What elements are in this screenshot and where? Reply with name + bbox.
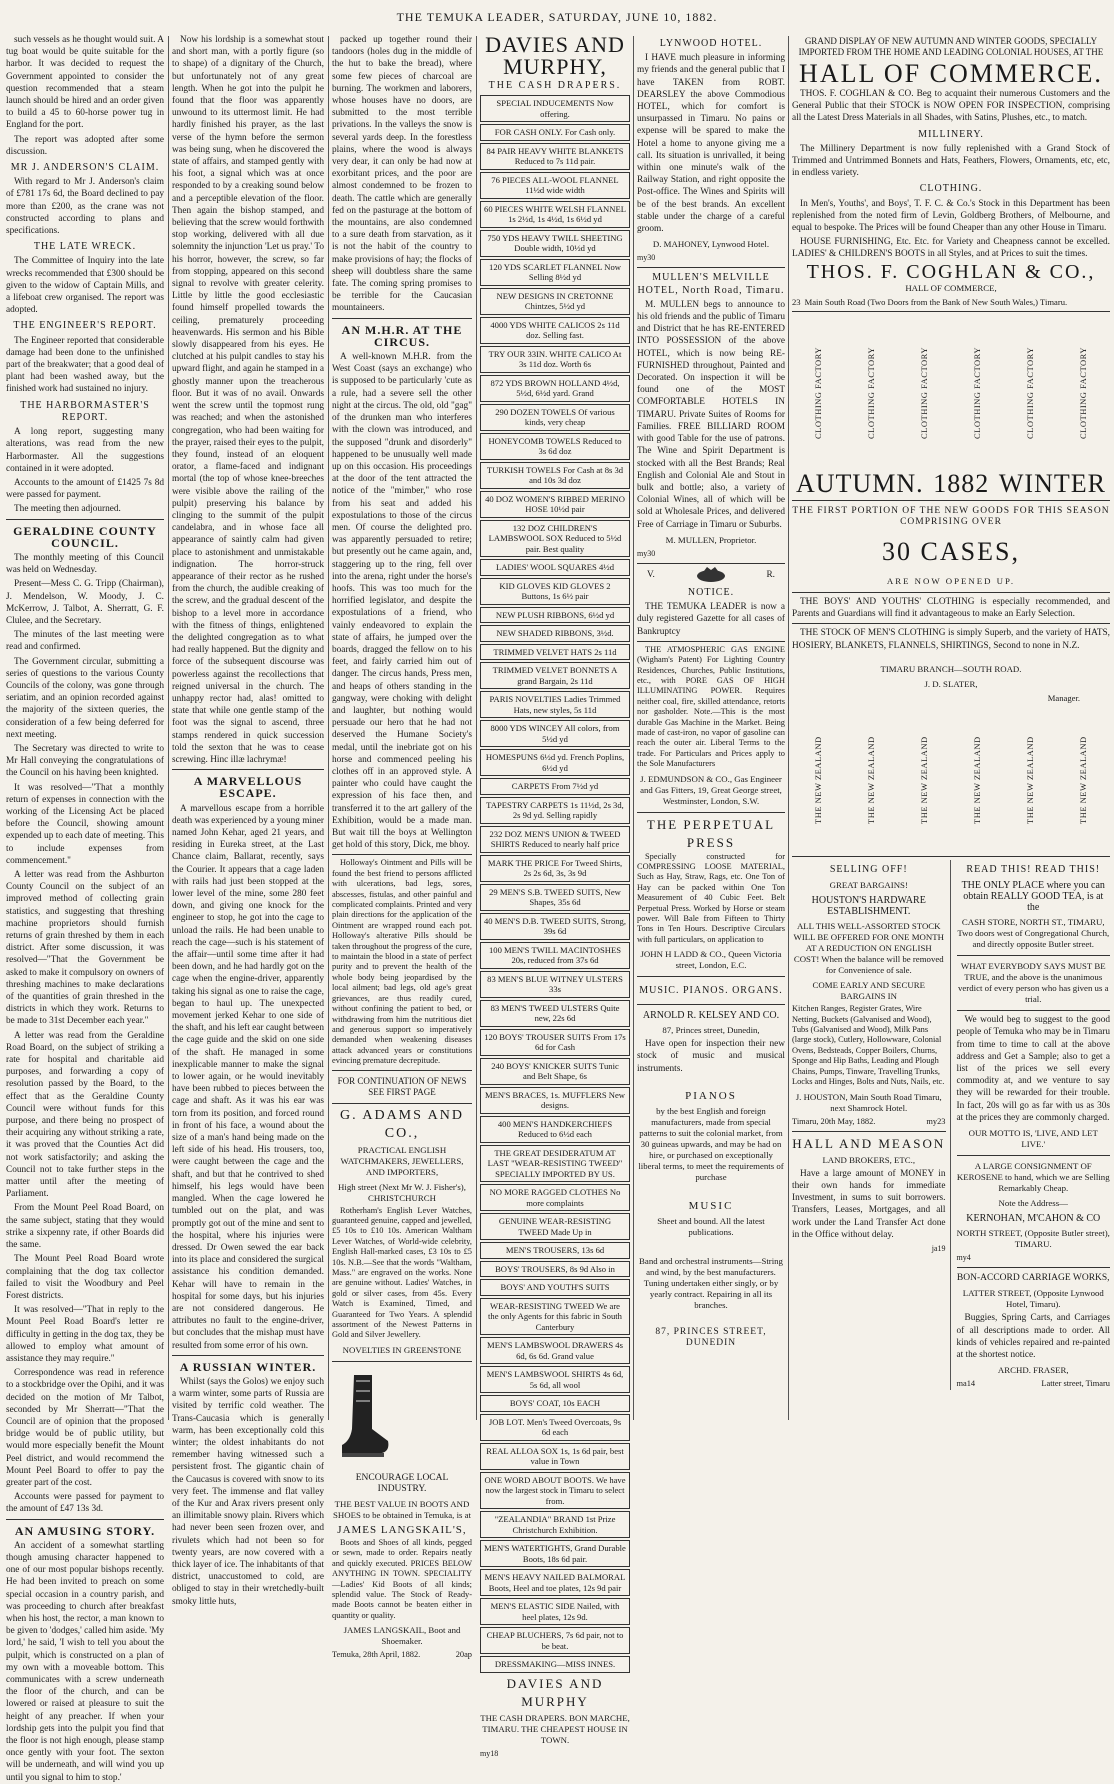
boot-illustration-icon	[332, 1371, 392, 1461]
paragraph: A letter was read from the Ashburton County Council on the subject of an improved method of collecting grain statistics, and suggesting that threshing machine proprietors should furnish returns of grain threshed by them in each district. After some discussion, it was resolved—"That the Government be asked to make it compulsory on owners of threshing machines to make declarations of the quantities of grain threshed in the districts in which they work. Returns to be made to 31st December each year."	[6, 870, 164, 1027]
vertical-label: THE NEW ZEALAND	[813, 736, 824, 824]
ad-davies-item: JOB LOT. Men's Tweed Overcoats, 9s 6d each	[480, 1414, 630, 1441]
new-zealand-row	[792, 710, 1110, 850]
ad-season-body: THE FIRST PORTION OF THE NEW GOODS FOR THIS SEASON COMPRISING OVER	[792, 506, 1110, 528]
ad-kelsey-body: Have open for inspection their new stock of music and musical instruments.	[637, 1039, 785, 1074]
divider	[637, 1004, 785, 1005]
music-row: MUSIC. PIANOS. ORGANS.	[639, 985, 783, 997]
ad-davies-item: MEN'S WATERTIGHTS, Grand Durable Boots, 18s 6d pair.	[480, 1540, 630, 1567]
ad-davies-item: TURKISH TOWELS For Cash at 8s 3d and 10s 3d doz	[480, 462, 630, 489]
ad-houston-come: COME EARLY AND SECURE BARGAINS IN	[812, 980, 925, 1002]
continuation-notice: FOR CONTINUATION OF NEWS SEE FIRST PAGE	[337, 1075, 467, 1097]
divider	[332, 318, 472, 319]
ad-davies-item: PARIS NOVELTIES Ladies Trimmed Hats, new styles, 5s 11d	[480, 691, 630, 718]
vertical-label: CLOTHING FACTORY	[919, 346, 930, 439]
ad-code: 20ap	[455, 1650, 472, 1660]
article-heading: A RUSSIAN WINTER.	[179, 1359, 317, 1374]
ad-adams-subtitle: PRACTICAL ENGLISH WATCHMAKERS, JEWELLERS, AND IMPORTERS,	[340, 1144, 464, 1177]
ad-coghlan-body: HOUSE FURNISHING, Etc. Etc. for Variety and Cheapness cannot be excelled. LADIES' & CHILDREN'S BOOTS in all Styles, and at Prices to suit the times.	[792, 237, 1110, 260]
column-2	[172, 34, 324, 1607]
ad-pianos-body: by the best English and foreign manufacturers, made from special patterns to suit the colonial market, from 30 guineas upwards, and may be had on hire, or purchased on exceptionally liberal terms, to meet the requirements of purchase	[638, 1105, 784, 1182]
ad-coghlan-body: The Millinery Department is now fully replenished with a Grand Stock of Trimmed and Untrimmed Bonnets and Hats, Feathers, Flowers, Ornaments, etc, etc, in endless variety.	[792, 143, 1110, 179]
paragraph: A letter was read from the Geraldine Road Board, on the subject of striking a rate for hospital and charitable aid purposes, and forwarding a copy of resolution passed by the Board, to the effect that as the Geraldine County Council were without funds for this purpose, and there being no prospect of their acquiring any without striking a rate, it was proved that the Counties Act did not work satisfactorily; and asking the Council not to take further steps in the matter until after the meeting of Parliament.	[6, 1030, 164, 1200]
ad-lynwood-body: I HAVE much pleasure in informing my friends and the general public that I have TAKEN from ROBT. DEARSLEY the above Commodious HOTEL, which for comfort is unsurpassed in Timaru. No pains or expense will be spared to make the Hotel a home to anyone giving me a call. Its situation is unrivalled, it being within one minute's walk of the Railway Station, and right opposite the Post-office. The Wines and Spirits will be of the best brands. An excellent stable under the charge of a careful groom.	[637, 53, 785, 235]
ad-code: my4	[956, 1253, 971, 1263]
ad-davies-item: "ZEALANDIA" BRAND 1st Prize Christchurch Exhibition.	[480, 1511, 630, 1538]
divider	[792, 623, 1110, 624]
paragraph: The Secretary was directed to write to Mr Hall conveying the congratulations of the Council on his having been knighted.	[6, 743, 164, 779]
ad-davies-item: MEN'S LAMBSWOOL SHIRTS 4s 6d, 5s 6d, all wool	[480, 1366, 630, 1393]
paragraph: Accounts to the amount of £1425 7s 8d were passed for payment.	[6, 477, 164, 501]
ad-langskail-title: ENCOURAGE LOCAL INDUSTRY.	[355, 1473, 449, 1495]
ad-davies-item: TRIMMED VELVET BONNETS A grand Bargain, 2s 11d	[480, 662, 630, 689]
ad-code: ja19	[931, 1243, 946, 1253]
ad-davies-item: NO MORE RAGGED CLOTHES No more complaints	[480, 1184, 630, 1211]
ad-davies-item: BOYS' TROUSERS, 8s 9d Also in	[480, 1261, 630, 1278]
paragraph: A marvellous escape from a horrible death was experienced by a young miner named John Kehar, aged 21 years, and residing in Eureka street, at the Last Chance claim, Ballarat, recently, says the Courier. It appears that a cage laden with rails had just been stopped at the lower level of the mine, some 280 feet down, and giving one knock for the engineer to stop, he got into the cage to unload the rails. He had been unable to reach the cage—such is his statement of the affair—until some time after it had been down, and he had hardly got on the cage when the engine-driver, apparently taking his signal as one to raise the cage, began to haul up. The unexpected movement jerked Kehar to one side of the shaft, and his left ear caught between the cage guide and the skid on one side of the shaft. He managed in some inexplicable manner to make the signal to lower again, or he would inevitably have been rubbed to pieces between the cage and shaft. As it was his ear was torn from its position, and forced round in front of his face, a wound about the size of a man's hand being made on the left side of his head. His trousers, too, were caught between the cage and the shaft, and but that he contrived to shed himself, his legs would have been mangled. When the cage lowered he tumbled out on the plat, and was promptly got out of the mine and sent to the hospital, where his injuries were dressed. Dr Owen sewed the ear back into its place and considered the surgical assistance his condition demanded. Kehar will have to remain in the hospital for some days, but his injuries are not considered dangerous. He attributes no fault to the engine-driver, but concludes that the mishap must have resulted from some error of his own.	[172, 803, 324, 1351]
column-4	[480, 32, 630, 1758]
divider	[637, 267, 785, 268]
ad-davies-item: 4000 YDS WHITE CALICOS 2s 11d doz. Selling fast.	[480, 317, 630, 344]
ad-davies-items	[480, 95, 630, 1673]
ad-adams-body: Rotherham's English Lever Watches, guaranteed genuine, capped and jewelled, £5 10s to £10 10s. American Waltham Lever Watches, of World-wide celebrity, English Hall-marked cases, £3 10s to £5 10s. N.B.—See that the words "Waltham, Mass." are engraved on the works. None are genuine without. Ladies' Watches, in gold or silver cases, from 45s. Every Watch is Examined, Timed, and Guaranteed for Two Years. A splendid assortment of the Newest Patterns in Gold and Silver Jewellery.	[332, 1205, 472, 1340]
vertical-label: CLOTHING FACTORY	[866, 346, 877, 439]
ad-cash-store-says: WHAT EVERYBODY SAYS MUST BE TRUE, and the above is the unanimous verdict of every person who has given us a trial.	[958, 961, 1109, 1005]
banner-right: WINTER	[998, 468, 1106, 498]
vertical-label: THE NEW ZEALAND	[972, 736, 983, 824]
ad-press-body: Specially constructed for COMPRESSING LOOSE MATERIAL, Such as Hay, Straw, Rags, etc. One Ton of Hay can be packed within One Ton Measurement of 40 Cubic Feet. Belt Perpetual Press. Worked by Horse or steam power. Will Bale from Fifteen to Thirty Tons in Ten Hours. Descriptive Circulars with full particulars, on application to	[637, 851, 785, 944]
ad-music-head: MUSIC	[688, 1199, 734, 1212]
ad-davies-item: 60 PIECES WHITE WELSH FLANNEL 1s 2½d, 1s 4½d, 1s 6½d yd	[480, 201, 630, 228]
divider	[957, 1155, 1111, 1156]
column-rule	[476, 36, 477, 1420]
ad-davies-item: 40 MEN'S D.B. TWEED SUITS, Strong, 39s 6d	[480, 913, 630, 940]
ad-cash-store-address: CASH STORE, NORTH ST., TIMARU, Two doors west of Congregational Church, and directly opposite Butler street.	[957, 917, 1110, 950]
ad-davies-item: 100 MEN'S TWILL MACINTOSHES 20s, reduced from 37s 6d	[480, 942, 630, 969]
divider	[637, 812, 785, 813]
divider	[637, 641, 785, 642]
vertical-label: CLOTHING FACTORY	[1078, 346, 1089, 439]
ad-kernohan-address: NORTH STREET, (Opposite Butler street), TIMARU.	[956, 1228, 1110, 1250]
ad-davies-item: CARPETS From 7½d yd	[480, 778, 630, 795]
ad-davies-item: 84 PAIR HEAVY WHITE BLANKETS Reduced to 7s 11d pair.	[480, 143, 630, 170]
ad-davies-item: FOR CASH ONLY. For Cash only.	[480, 124, 630, 141]
paragraph: With regard to Mr J. Anderson's claim of £781 17s 6d, the Board declined to pay more than £200, as the crane was not constructed according to plans and specifications.	[6, 177, 164, 237]
ad-davies-item: TAPESTRY CARPETS 1s 11½d, 2s 3d, 2s 9d yd. Selling rapidly	[480, 797, 630, 824]
ad-davies-item: MEN'S ELASTIC SIDE Nailed, with heel plates, 12s 9d.	[480, 1598, 630, 1625]
column-rule	[328, 36, 329, 1420]
ad-kerosene: A LARGE CONSIGNMENT OF KEROSENE to hand, which we are Selling Remarkably Cheap.	[956, 1161, 1110, 1194]
banner-left: AUTUMN.	[796, 468, 924, 498]
ad-coghlan-body: In Men's, Youths', and Boys', T. F. C. & Co.'s Stock in this Department has been replenished from the noted firm of Levin, Goldberg Brothers, of Melbourne, and equal to bespoke. The Prices will be found Cheaper than any other House in Timaru.	[792, 198, 1110, 234]
ad-adams-title: G. ADAMS AND CO.,	[340, 1107, 464, 1141]
paragraph: The report was adopted after some discussion.	[6, 134, 164, 157]
column-rule	[633, 36, 634, 1420]
ad-coghlan-firm-sub: HALL OF COMMERCE,	[905, 282, 997, 293]
ad-manager: Manager.	[1047, 692, 1080, 703]
ad-davies-item: 29 MEN'S S.B. TWEED SUITS, New Shapes, 35s 6d	[480, 884, 630, 911]
paragraph: Correspondence was read in reference to a stockbridge over the Opihi, and it was decided on the motion of Mr Talbot, seconded by Mr Sherratt—"That the Council are of opinion that the proposed bridge would be of public utility, but would more especially benefit the Mount Peel district, and would recommend the Mount Peel Board to offer to pay the greater part of the cost.	[6, 1368, 164, 1488]
ad-houston-list: Kitchen Ranges, Register Grates, Wire Netting, Buckets (Galvanised and Wood), Tubs (Galvanised and Wood), Milk Pans (large stock), Cutlery, Hollowware, Colonial Ovens, Bedsteads, Copper Boilers, Churns, Sponge and Hip Baths, Leading and Plough Chains, Pumps, Tinware, Travelling Trunks, Locks and Hinges, Bolts and Nuts, Nails, etc.	[792, 1004, 945, 1087]
paragraph: The Engineer reported that considerable damage had been done to the unfinished part of the breakwater; that a good deal of plant had been washed away, but the finished work had sustained no injury.	[6, 335, 164, 395]
column-5	[637, 34, 785, 1422]
ad-davies-item: WEAR-RESISTING TWEED We are the only Agents for this fabric in South Canterbury	[480, 1298, 630, 1336]
divider	[957, 955, 1111, 956]
ad-davies-item: HOMESPUNS 6½d yd. French Poplins, 6½d yd	[480, 749, 630, 776]
ad-cash-store-motto: OUR MOTTO IS, 'LIVE, AND LET LIVE.'	[968, 1128, 1098, 1150]
ad-coghlan-address: Main South Road (Two Doors from the Bank of New South Wales,) Timaru.	[804, 296, 1068, 307]
notice-r: R.	[766, 569, 775, 580]
ad-lynwood-sign: D. MAHONEY, Lynwood Hotel.	[652, 239, 770, 250]
divider	[6, 519, 164, 520]
ad-davies-item: 40 DOZ WOMEN'S RIBBED MERINO HOSE 10½d pair	[480, 491, 630, 518]
ad-davies-item: 872 YDS BROWN HOLLAND 4½d, 5½d, 6½d yard. Grand	[480, 375, 630, 402]
ad-bon-accord-body: Buggies, Spring Carts, and Carriages of all descriptions made to order. All kinds of vehicles repaired and re-painted at the shortest notice.	[956, 1313, 1110, 1360]
paragraph: Present—Mess C. G. Tripp (Chairman), J. Mendelson, W. Moody, J. C. McKerrow, J. Talbot, A. Sherratt, G. F. Clulee, and the Secretary.	[6, 579, 164, 626]
autumn-winter-banner	[796, 468, 1106, 498]
vertical-label: THE NEW ZEALAND	[919, 736, 930, 824]
ad-code: my23	[926, 1116, 946, 1126]
divider	[172, 769, 324, 770]
paragraph: The monthly meeting of this Council was held on Wednesday.	[6, 552, 164, 576]
ad-davies-item: 290 DOZEN TOWELS Of various kinds, very cheap	[480, 404, 630, 431]
vertical-label: CLOTHING FACTORY	[813, 346, 824, 439]
paragraph: Accounts were passed for payment to the amount of £47 13s 3d.	[6, 1492, 164, 1515]
paragraph: Now his lordship is a somewhat stout and short man, with a portly figure (so to shape) of a dignitary of the Church, but unfortunately not of any great length. When he got into the pulpit he found that the floor was apparently unwound to its uttermost limit. He had hardly finished his prayer, as the last verse of the hymn before the sermon was being sung, when he discovered the state of affairs, and stamped gently with his foot, a signal which was at once responded to by a creaking sound below and a perceptible elevation of the floor. Then again the bishop stamped, and believing that the screw would forthwith stop working, delivered with all due solemnity the injunction 'Let us pray.' To his horror, however, the screw, so far from stopping, appeared on this second signal to revolve with greater celerity. Little by little the good ecclesiastic found himself propelled towards the ceiling, prematurely proceeding heavenwards. His sermon and his Bible slowly disappeared from his eyes. He clutched at his pulpit candles to stay his upward flight, and again he stamped in a ghostly manner upon the treacherous floor. But it was of no avail. Onwards went the screw until the topmost rung was reached; and when the astonished congregation, who had been waiting for the prayer, raised their eyes to the pulpit, they found, instead of an eloquent orator, a flame-faced and indignant mortal (the top of whose knee-breeches were visible above the railing of the pulpit) preserving his balance by clinging to the summit of the pulpit candelabra, and in whose face all appearance of saintly calm had given place to astonishment and unmistakable indignation. The horror-struck appearance of their rector as he rushed from the church, the audible creaking of the screw, and the gradual descent of the bishop to a level more in accordance with the fitness of things, enlightened the delighted congregation as to what had really happened. But the dignity and force of the subsequent discourse was powerless against the recollections that reigned universal in the church. The unhappy rector had, alas! omitted to state that while one gentle stamp of the foot was the signal to ascend, three stamps rendered in quick succession told the sexton that he was to cease screwing. Hinc illæ lachrymæ!	[172, 35, 324, 765]
divider	[792, 1131, 946, 1132]
divider	[792, 500, 1110, 501]
ad-bon-accord-head: BON-ACCORD CARRIAGE WORKS,	[956, 1273, 1110, 1284]
paragraph: It was resolved—"That in reply to the Mount Peel Road Board's letter re difficulty in getting in the dog tax, they be allowed to employ what amount of assistance they may require."	[6, 1305, 164, 1364]
ad-davies-item: MEN'S HEAVY NAILED BALMORAL Boots, Heel and toe plates, 12s 9d pair	[480, 1569, 630, 1596]
ad-davies-item: REAL ALLOA SOX 1s, 1s 6d pair, best value in Town	[480, 1443, 630, 1470]
vertical-label: THE NEW ZEALAND	[1078, 736, 1089, 824]
ad-mullen-head: MULLEN'S MELVILLE HOTEL, North Road, Timaru.	[637, 272, 785, 296]
ad-hall-meason-body: Have a large amount of MONEY in their own hands for immediate Investment, in sums to suit borrowers. Transfers, Leases, Mortgages, and all work under the Land Transfer Act done in the Office without delay.	[792, 1168, 946, 1240]
ad-cash-store-title: THE ONLY PLACE where you can obtain REALLY GOOD TEA, is at the	[961, 880, 1105, 914]
ad-davies-item: DRESSMAKING—MISS INNES.	[480, 1656, 630, 1673]
ad-coghlan-head: GRAND DISPLAY OF NEW AUTUMN AND WINTER GOODS, SPECIALLY IMPORTED FROM THE HOME AND LEADING COLONIAL HOUSES, AT THE	[798, 36, 1104, 57]
ad-davies-item: HONEYCOMB TOWELS Reduced to 3s 6d doz	[480, 433, 630, 460]
ad-langskail-body: Boots and Shoes of all kinds, pegged or sewn, made to order. Repairs neatly and quickly executed. PRICES BELOW ANYTHING IN TOWN. SPECIALITY—Ladies' Kid Boots of all kinds; splendid value. The Stock of Ready-made Boots cannot be beaten either in quantity or quality.	[332, 1538, 472, 1620]
paragraph: The Government circular, submitting a series of questions to the various County Councils of the colony, was gone through seriatim, and an opinion recorded against the majority of the sixteen queries, the consideration of a few being deferred for next meeting.	[6, 656, 164, 740]
ad-davies-item: 120 YDS SCARLET FLANNEL Now Selling 8½d yd	[480, 259, 630, 286]
notice-v: V.	[647, 569, 655, 580]
vertical-label: CLOTHING FACTORY	[1025, 346, 1036, 439]
ad-branch: TIMARU BRANCH—SOUTH ROAD.	[880, 663, 1022, 674]
ad-cash-store-head: READ THIS! READ THIS!	[966, 864, 1101, 876]
ad-houston-head: SELLING OFF!	[829, 864, 908, 876]
ad-davies-item: THE GREAT DESIDERATUM AT LAST "WEAR-RESISTING TWEED" SPECIALLY IMPORTED BY US.	[480, 1145, 630, 1183]
ad-davies-item: NEW DESIGNS IN CRETONNE Chintzes, 5½d yd	[480, 288, 630, 315]
ad-davies-subtitle: THE CASH DRAPERS.	[488, 80, 622, 91]
ad-davies-item: 400 MEN'S HANDKERCHIEFS Reduced to 6½d each	[480, 1116, 630, 1143]
vertical-label: THE NEW ZEALAND	[866, 736, 877, 824]
banner-middle: 1882	[933, 468, 990, 498]
paragraph: From the Mount Peel Road Board, on the same subject, stating that they would strike a sixpenny rate, if other Boards did the same.	[6, 1203, 164, 1251]
divider	[792, 856, 1110, 857]
ad-davies-item: NEW PLUSH RIBBONS, 6½d yd	[480, 607, 630, 624]
ad-langskail-date: Temuka, 28th April, 1882.	[332, 1650, 421, 1660]
column-rule	[168, 36, 169, 1420]
divider	[6, 1519, 164, 1520]
ad-davies-title: DAVIES AND MURPHY,	[485, 32, 625, 79]
ad-houston-date: Timaru, 20th May, 1882.	[792, 1116, 876, 1126]
ad-adams-address: High street (Next Mr W. J. Fisher's), CHRISTCHURCH	[338, 1181, 466, 1203]
ad-bon-accord-footer: Latter street, Timaru	[1041, 1379, 1110, 1389]
ad-davies-item: 83 MEN'S BLUE WITNEY ULSTERS 33s	[480, 971, 630, 998]
column-1	[6, 34, 164, 1783]
ad-davies-item: MEN'S BRACES, 1s. MUFFLERS New designs.	[480, 1087, 630, 1114]
ad-kelsey-footer: 87, PRINCES STREET, DUNEDIN	[655, 1326, 767, 1348]
ad-kelsey-head: ARNOLD R. KELSEY AND CO.	[642, 1010, 780, 1022]
ad-lynwood-head: LYNWOOD HOTEL.	[659, 38, 763, 49]
ad-davies-item: 132 DOZ CHILDREN'S LAMBSWOOL SOX Reduced to 5½d pair. Best quality	[480, 520, 630, 558]
subheading: THE ENGINEER'S REPORT.	[13, 320, 157, 332]
royal-crest-icon	[694, 567, 728, 583]
column-3	[332, 34, 472, 1660]
paragraph: A well-known M.H.R. from the West Coast (says an exchange) who is supposed to be particularly 'cute as a rule, had a severe sell the other night at the circus. The old, old "gag" of the drunken man who interferes with the clown was introduced, and the supposed "drunk and disorderly" happened to be unusually well made up on this occasion. His proceedings at the door of the tent attracted the notice of the "mimber," who rose from his seat and added his expostulations to those of the circus men. Of course the delighted pro. was apparently persuaded to retire; but presently out he came again, and, staggering up to the ring, fell over into the arena, right under the horse's hoofs. This was too much for the horrified legislator, and despite the expostulations of a friend, who vainly endeavored to explain the state of affairs, he jumped over the boards, dragged the fellow on to his feet, and fairly carried him out of danger. The circus hands, Press men, and heaps of others standing in the gangway, were choking with delight and laughter, but nothing would persuade our hero that he had not deserved the Humane Society's medal, until the inebriate got on his horse and commenced peeling his clothes off in an approved style. A painter who could have caught the expression of his face then, and transferred it to the art gallery of the Exhibition, would be a made man. But wait till the boys at Wellington get hold of this story, Dick, me bhoy.	[332, 352, 472, 851]
ad-code: my30	[637, 548, 656, 558]
ad-gas-engine-body: THE ATMOSPHERIC GAS ENGINE (Wigham's Patent) For Lighting Country Residences, Churches, Public Institutions, etc., with PORE GAS OF HIGH ILLUMINATING POWER. Requires neither coal, fire, skilled attendance, retorts nor gasholder. Note.—This is the most durable Gas Machine in the Market. Being made of cast-iron, no vapor of gasoline can reach the outer air. Liberal Terms to the trade. For Particulars and Prices apply to the Sole Manufacturers	[637, 644, 785, 769]
ad-code: my18	[480, 1748, 499, 1758]
divider	[792, 311, 1110, 312]
ad-davies-item: MEN'S TROUSERS, 13s 6d	[480, 1242, 630, 1259]
ad-kernohan-firm: KERNOHAN, M'CAHON & CO	[966, 1213, 1101, 1225]
subheading: THE HARBORMASTER'S REPORT.	[20, 399, 150, 423]
ad-music-body: Sheet and bound. All the latest publications.	[657, 1215, 765, 1237]
ad-davies-item: MEN'S LAMBSWOOL DRAWERS 4s 6d, 6s 6d. Grand value	[480, 1337, 630, 1364]
ad-davies-item: BOYS' COAT, 10s EACH	[480, 1395, 630, 1412]
column-rule	[788, 36, 789, 1420]
divider	[957, 1267, 1111, 1268]
divider	[957, 1010, 1111, 1011]
ad-davies-item: 232 DOZ MEN'S UNION & TWEED SHIRTS Reduced to nearly half price	[480, 826, 630, 853]
divider	[637, 563, 785, 564]
article-heading: GERALDINE COUNTY COUNCIL.	[13, 523, 157, 550]
subheading: MR J. ANDERSON'S CLAIM.	[10, 162, 160, 174]
divider	[332, 1103, 472, 1104]
ad-langskail-subtitle: THE BEST VALUE IN BOOTS AND SHOES to be obtained in Temuka, is at	[332, 1499, 471, 1521]
ad-pianos-head: PIANOS	[685, 1089, 737, 1102]
ad-davies-item: 83 MEN'S TWEED ULSTERS Quite new, 22s 6d	[480, 1000, 630, 1027]
ad-press-head: THE PERPETUAL PRESS	[646, 816, 776, 850]
ad-coghlan-subhead: CLOTHING.	[919, 183, 983, 195]
ad-coghlan-body: THOS. F. COGHLAN & CO. Beg to acquaint their numerous Customers and the General Public that their STOCK is NOW OPEN FOR INSPECTION, comprising all the Latest Dress Materials in all Shades, with Satins, Plushes, etc., to match.	[792, 89, 1110, 124]
divider	[332, 1070, 472, 1071]
paragraph: The minutes of the last meeting were read and confirmed.	[6, 630, 164, 653]
advertisement-text: Holloway's Ointment and Pills will be found the best friend to persons afflicted with ulcerations, bad legs, sores, abscesses, fistulas, and other painful and complicated complaints. Printed and very plain directions for the application of the Ointment are wrapped round each pot. Holloway's alterative Pills should be taken throughout the progress of the cure, to maintain the blood in a state of perfect purity and to prevent the health of the whole body being jeopardised by the local ailment; bad legs, old age's great grievances, are thus readily cured, without confining the patient to bed, or withdrawing from him the nutritious diet and generous support so imperatively demanded when weakening diseases attack advanced years or constitutions evincing premature decrepitude.	[332, 858, 472, 1066]
paragraph: A long report, suggesting many alterations, was read from the new Harbormaster. All the suggestions contained in it were adopted.	[6, 427, 164, 474]
ad-opened: ARE NOW OPENED UP.	[886, 576, 1016, 587]
paragraph: The Committee of Inquiry into the late wrecks recommended that £300 should be given to the widow of Captain Mills, and a lifeboat crew organised. The report was adopted.	[6, 256, 164, 316]
ad-mullen-body: M. MULLEN begs to announce to his old friends and the public of Timaru and District that he has RE-ENTERED INTO POSSESSION of the above HOTEL, which is now being RE-FURNISHED throughout, Painted and Decorated. On inspection it will be found one of the MOST COMFORTABLE HOTELS IN TIMARU. Private Suites of Rooms for Families. FREE BILLIARD ROOM with good Table for the use of patrons. The Wine and Spirit Department is stocked with all the Best Brands; Real English and Colonial Ale and Stout in bulk and bottle; also, a variety of Colonial Wines, all of which will be sold at Wholesale Prices, and delivered Free of Carriage in Timaru or Suburbs.	[637, 299, 785, 530]
ad-davies-item: 240 BOYS' KNICKER SUITS Tunic and Belt Shape, 6s	[480, 1058, 630, 1085]
clothing-factory-row	[792, 318, 1110, 468]
article-heading: AN AMUSING STORY.	[14, 1523, 156, 1538]
ad-langskail-name: JAMES LANGSKAIL'S,	[337, 1524, 467, 1537]
ad-davies-item: MARK THE PRICE For Tweed Shirts, 2s 2s 6d, 3s, 3s 9d	[480, 855, 630, 882]
paragraph: It was resolved—"That a monthly return of expenses in connection with the working of the Licensing Act be placed before the Council, showing amount expended up to each date of meeting. This to include expenses from commencement."	[6, 782, 164, 866]
masthead: THE TEMUKA LEADER, SATURDAY, JUNE 10, 1882.	[396, 10, 718, 24]
ad-houston-sign: J. HOUSTON, Main South Road Timaru, next Shamrock Hotel.	[795, 1091, 942, 1113]
paragraph: The Mount Peel Road Board wrote complaining that the dog tax collector failed to visit the Woodbury and Peel Forest districts.	[6, 1254, 164, 1301]
ad-davies-item: GENUINE WEAR-RESISTING TWEED Made Up in	[480, 1213, 630, 1240]
ad-coghlan-title: HALL OF COMMERCE.	[799, 59, 1103, 88]
paragraph: packed up together round their tandoors (holes dug in the middle of the hut to bake the bread), where some few pieces of charcoal are burning. The workmen and laborers, whose houses have no doors, are submitted to the most terrible privations. In the valleys the snow is several yards deep. In the forestless plains, where the wood is always very dear, it can only be had now at exorbitant prices, and the poor are almost condemned to be frozen to death. The cattle which are generally fed on the pasturage at the bottom of the mountains, are also condemned to a sure death from starvation, as it is not the habit of the country to make provisions of hay; the flocks of sheep will doubtless share the same fate. The coming spring promises to be terrible for the Caucasian mountaineers.	[332, 35, 472, 314]
ad-houston-body: ALL THIS WELL-ASSORTED STOCK WILL BE OFFERED FOR ONE MONTH AT A REDUCTION ON ENGLISH COST! When the balance will be removed for Convenience of sale.	[793, 921, 944, 976]
ad-season-body: THE STOCK OF MEN'S CLOTHING is simply Superb, and the variety of HATS, HOSIERY, BLANKETS, FLANNELS, SHIRTINGS, Second to none in N.Z.	[792, 628, 1110, 651]
ad-davies-item: ONE WORD ABOUT BOOTS. We have now the largest stock in Timaru to select from.	[480, 1472, 630, 1510]
divider	[332, 854, 472, 855]
ad-davies-item: CHEAP BLUCHERS, 7s 6d pair, not to be beat.	[480, 1627, 630, 1654]
paragraph: An accident of a somewhat startling though amusing character happened to one of our most popular bishops recently. He had been invited to preach on some special occasion in a country parish, and was proceeding to church after breakfast when his host, the rector, a man known to be given to 'dodges,' called him aside. 'My lord,' he said, 'I wish to tell you about the pulpit, which is constructed on a plan of my own with a moveable bottom. This communicates with a screw underneath the floor of the church, and can be lowered or raised at pleasure to suit the height of any preacher. If when your lordship gets into the pulpit you find that the floor is not high enough, please stamp once gently with your foot. The sexton will be underneath, and will wind you up until you signal to him to stop.'	[6, 1540, 164, 1783]
ad-hall-meason-sub: LAND BROKERS, ETC.,	[822, 1154, 916, 1165]
ad-davies-item: TRIMMED VELVET HATS 2s 11d	[480, 644, 630, 661]
ad-davies-footer-title: DAVIES AND MURPHY	[506, 1675, 604, 1709]
ad-kelsey-address: 87, Princes street, Dunedin,	[662, 1025, 760, 1036]
ad-houston-title: HOUSTON'S HARDWARE ESTABLISHMENT.	[811, 895, 926, 918]
paragraph: such vessels as he thought would suit. A tug boat would be quite suitable for the harbor. It was decided to request the Government appointed to consider the question recommended that a steam launch should be hired and an order given to build a 45 to 60-horse power tug in England for the port.	[6, 35, 164, 131]
ad-houston-sub: GREAT BARGAINS!	[829, 880, 908, 891]
ad-gas-engine-sign: J. EDMUNDSON & CO., Gas Engineer and Gas Fitters, 19, Great George street, Westminster, London, S.W.	[640, 773, 782, 806]
divider	[172, 1355, 324, 1356]
ad-band-body: Band and orchestral instruments—String and wind, by the best manufacturers. Tuning undertaken either singly, or by yearly contract. Repairing in all its branches.	[639, 1255, 783, 1310]
vertical-label: THE NEW ZEALAND	[1025, 736, 1036, 824]
ad-davies-footer-sub: THE CASH DRAPERS. BON MARCHE, TIMARU. THE CHEAPEST HOUSE IN TOWN.	[480, 1712, 630, 1745]
ad-bon-accord-address: LATTER STREET, (Opposite Lynwood Hotel, Timaru).	[962, 1288, 1104, 1310]
ad-davies-item: LADIES' WOOL SQUARES 4½d	[480, 559, 630, 576]
ad-code: ma14	[956, 1379, 976, 1389]
column-6	[792, 34, 1110, 1422]
article-heading: A MARVELLOUS ESCAPE.	[193, 774, 303, 801]
ad-adams-footer: NOVELTIES IN GREENSTONE	[342, 1344, 462, 1355]
ad-coghlan-subhead: MILLINERY.	[918, 128, 984, 140]
ad-code: my30	[637, 253, 656, 263]
ad-hall-meason-head: HALL AND MEASON	[792, 1135, 946, 1151]
ad-cash-store-body: We would beg to suggest to the good people of Temuka who may be in Timaru from time to time to call at the above address and Get a Sample; also to get a list of the prices we sell every commodity at, and we venture to say they will be rewarded for their trouble. In fact, 20s will go as far with us as 30s at the prices they are commonly charged.	[956, 1015, 1110, 1123]
ad-season-body: THE BOYS' AND YOUTHS' CLOTHING is especially recommended, and Parents and Guardians will find it advantageous to make an Early Selection.	[792, 597, 1110, 620]
ad-bon-accord-sign: ARCHD. FRASER,	[997, 1365, 1069, 1376]
subheading: THE LATE WRECK.	[33, 241, 137, 253]
ad-mullen-sign: M. MULLEN, Proprietor.	[665, 534, 757, 545]
ad-cash-store-note: Note the Address—	[998, 1198, 1068, 1209]
notice-body: THE TEMUKA LEADER is now a duly registered Gazette for all cases of Bankruptcy	[637, 602, 785, 637]
ad-press-sign: JOHN H LADD & CO., Queen Victoria street, London, E.C.	[640, 949, 782, 971]
divider	[792, 592, 1110, 593]
ad-davies-item: SPECIAL INDUCEMENTS Now offering.	[480, 95, 630, 122]
ad-davies-item: KID GLOVES KID GLOVES 2 Buttons, 1s 6½ pair	[480, 578, 630, 605]
ad-langskail-sign: JAMES LANGSKAIL, Boot and Shoemaker.	[343, 1625, 461, 1647]
ad-davies-item: 76 PIECES ALL-WOOL FLANNEL 11½d wide width	[480, 172, 630, 199]
vertical-label: CLOTHING FACTORY	[972, 346, 983, 439]
paragraph: Whilst (says the Golos) we enjoy such a warm winter, some parts of Russia are visited by terrific cold weather. The Trans-Caucasia which is generally warm, has been exceptionally cold this winter; the oldest inhabitants do not remember having witnessed such a persistent frost. The gigantic chain of the Caucasus is covered with snow to its very feet. The immense and flat valley of the Kur and Arax rivers present only an illimitable snowy plain. Rivers which had never been seen frozen over, and rivulets which had not been so for twenty years, are now covered with a thick layer of ice. The inhabitants of that district, unaccustomed to cold, are obliged to stay in their wretchedly-built smoky little huts,	[172, 1376, 324, 1607]
divider	[332, 1361, 472, 1362]
ad-davies-item: TRY OUR 33IN. WHITE CALICO At 3s 11d doz. Worth 6s	[480, 346, 630, 373]
ad-davies-item: 120 BOYS' TROUSER SUITS From 17s 6d for Cash	[480, 1029, 630, 1056]
ad-code: 23	[792, 296, 801, 307]
ad-coghlan-firm: THOS. F. COGHLAN & CO.,	[806, 260, 1096, 283]
ad-davies-item: NEW SHADED RIBBONS, 3½d.	[480, 625, 630, 642]
ad-davies-item: 750 YDS HEAVY TWILL SHEETING Double width, 10½d yd	[480, 230, 630, 257]
ad-davies-item: 8000 YDS WINCEY All colors, from 5½d yd	[480, 720, 630, 747]
ad-cases: 30 CASES,	[882, 537, 1020, 567]
notice-heading: NOTICE.	[687, 586, 735, 598]
ad-davies-item: BOYS' AND YOUTH'S SUITS	[480, 1279, 630, 1296]
paragraph: The meeting then adjourned.	[14, 504, 121, 515]
article-heading: AN M.H.R. AT THE CIRCUS.	[341, 322, 463, 349]
ad-slater: J. D. SLATER,	[924, 678, 978, 689]
divider	[637, 976, 785, 977]
